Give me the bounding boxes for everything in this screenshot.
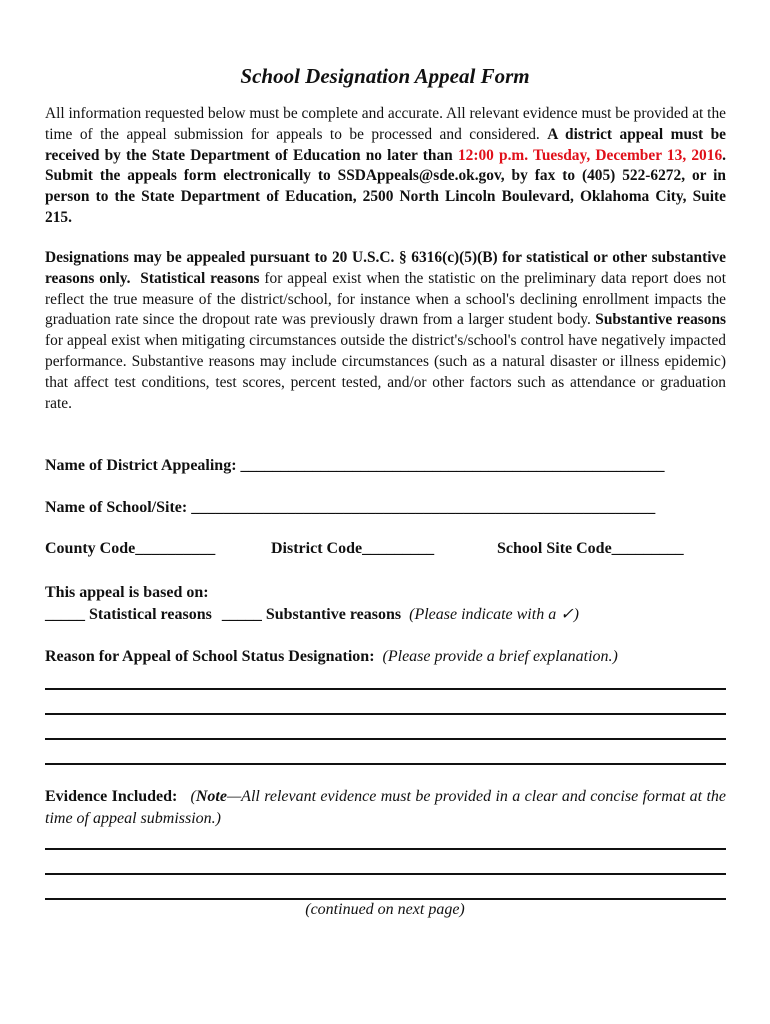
reason-label: Reason for Appeal of School Status Designation:: [45, 648, 375, 665]
appeal-basis-heading: This appeal is based on:: [45, 584, 209, 601]
evidence-section: [45, 786, 726, 830]
evidence-line-3[interactable]: [45, 898, 726, 900]
school-name-input[interactable]: __________________________________________________________: [191, 499, 656, 516]
substantive-definition: for appeal exist when mitigating circumstances outside the district's/school's control have negatively impacted performance. Substantive reasons may include circumstances (such as a natural disaster or illness epidemic) that affect test conditions, test scores, percent tested, and/or other factors such as attendance or graduation rate.: [45, 332, 726, 412]
deadline-date: 12:00 p.m. Tuesday, December 13, 2016: [457, 146, 723, 164]
site-code-input[interactable]: _________: [611, 540, 684, 557]
district-name-input[interactable]: _____________________________________________________: [240, 457, 665, 474]
district-code-label: District Code: [271, 540, 363, 557]
grounds-paragraph: [45, 248, 726, 414]
reason-note: (Please provide a brief explanation.): [382, 648, 618, 665]
school-name-label: Name of School/Site:: [45, 499, 192, 516]
school-name-field: [45, 499, 655, 517]
grounds-lead: Designations may be appealed pursuant to 20 U.S.C. § 6316(c)(5)(B) for statistical or other substantive reasons only.: [45, 249, 726, 287]
evidence-line-2[interactable]: [45, 873, 726, 875]
district-code-input[interactable]: _________: [362, 540, 435, 557]
substantive-option-label: Substantive reasons: [261, 606, 402, 623]
statistical-checkbox[interactable]: _____: [45, 606, 85, 623]
site-code-field: [497, 540, 684, 558]
form-title: School Designation Appeal Form: [240, 64, 530, 88]
evidence-label: Evidence Included:: [45, 788, 178, 805]
district-code-field: [271, 540, 434, 558]
statistical-term: Statistical reasons: [140, 269, 260, 287]
district-name-label: Name of District Appealing:: [45, 457, 241, 474]
continued-note: (continued on next page): [305, 901, 465, 918]
checkmark-note: (Please indicate with a ✓): [409, 606, 579, 623]
substantive-term: Substantive reasons: [595, 311, 726, 329]
evidence-note-text: —All relevant evidence must be provided in a clear and concise format at the time of appeal submission.): [45, 788, 727, 827]
appeal-basis-options: [45, 604, 579, 624]
intro-paragraph: [45, 104, 726, 229]
county-code-label: County Code: [45, 540, 136, 557]
evidence-note-open: (: [190, 788, 196, 805]
reason-line-2[interactable]: [45, 713, 726, 715]
evidence-note-lead: Note: [195, 788, 227, 805]
county-code-field: [45, 540, 215, 558]
reason-line-1[interactable]: [45, 688, 726, 690]
evidence-line-1[interactable]: [45, 848, 726, 850]
reason-line-4[interactable]: [45, 763, 726, 765]
substantive-checkbox[interactable]: _____: [221, 606, 262, 623]
site-code-label: School Site Code: [497, 540, 612, 557]
statistical-option-label: Statistical reasons: [85, 606, 212, 623]
reason-heading: [45, 648, 618, 666]
reason-line-3[interactable]: [45, 738, 726, 740]
intro-text: All information requested below must be complete and accurate. All relevant evidence must be provided at the time of the appeal submission for appeals to be processed and considered.: [45, 105, 726, 143]
district-name-field: [45, 457, 665, 475]
county-code-input[interactable]: __________: [135, 540, 216, 557]
deadline-lead: A district appeal must be received by the State Department of Education no later than: [45, 125, 727, 164]
statistical-definition: for appeal exist when the statistic on the preliminary data report does not reflect the true measure of the district/school, for instance when a school's declining enrollment impacts the graduation rate since the dropout rate was previously drawn from a larger student body.: [45, 269, 726, 329]
submission-instructions: . Submit the appeals form electronically to SSDAppeals@sde.ok.gov, by fax to (405) 522-6272, or in person to the State Department of Education, 2500 North Lincoln Boulevard, Oklahoma City, Suite 215.: [45, 146, 726, 226]
